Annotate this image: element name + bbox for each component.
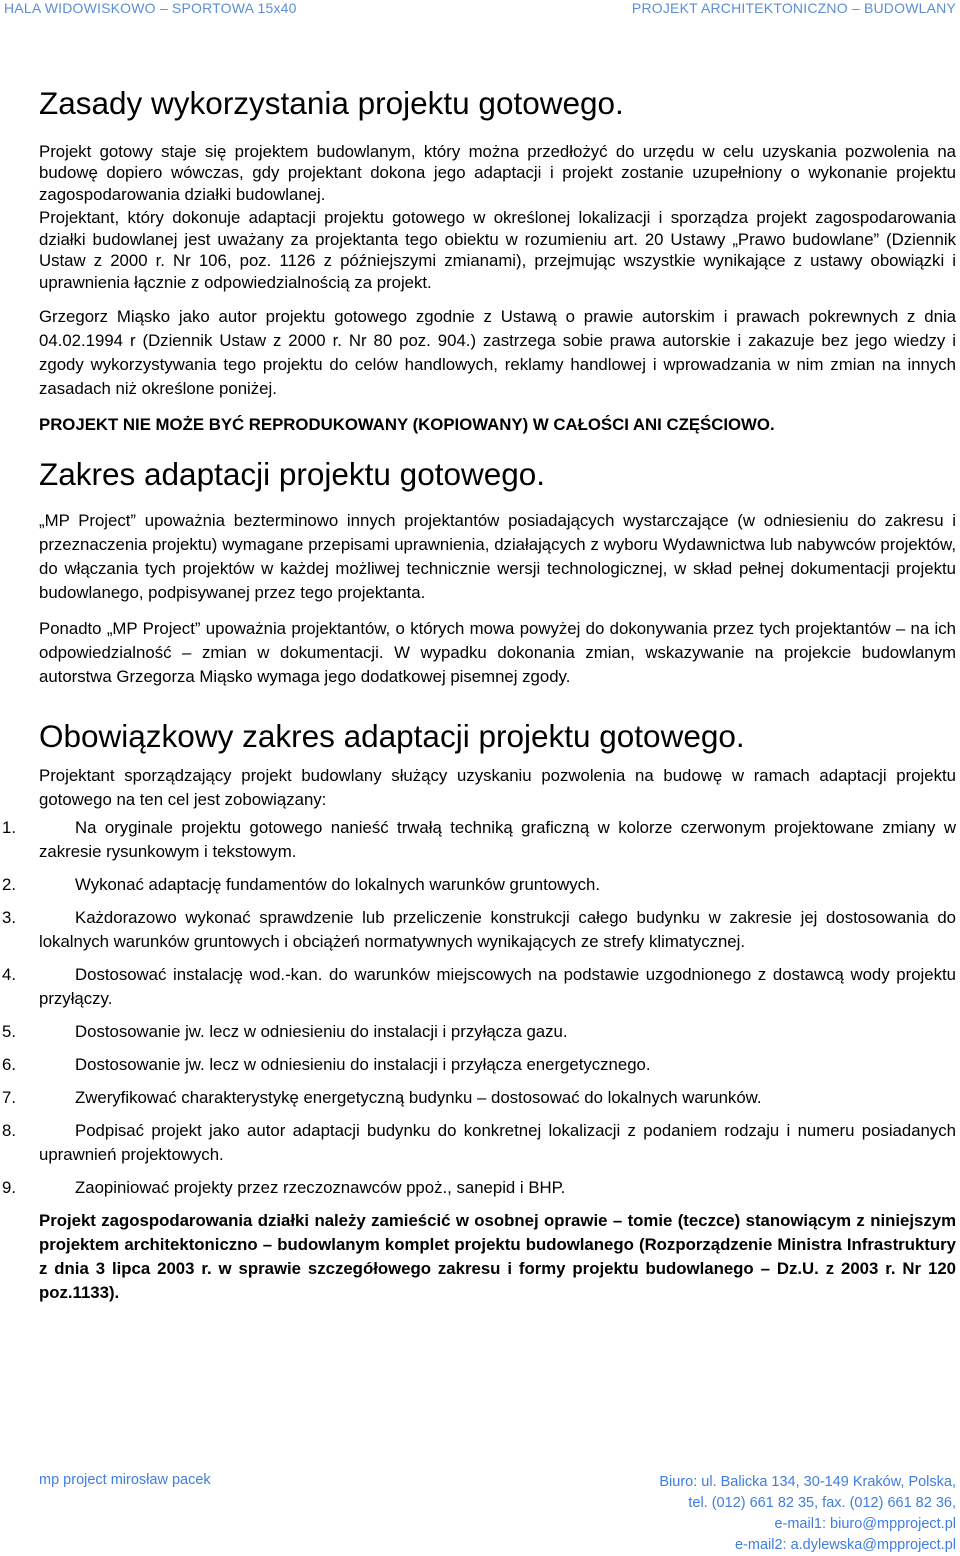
list-item-text: Wykonać adaptację fundamentów do lokalnych warunków gruntowych. [75,875,601,895]
list-item [2,816,956,864]
list-item-text: Dostosowanie jw. lecz w odniesieniu do instalacji i przyłącza gazu. [75,1022,568,1042]
copyright-warning: PROJEKT NIE MOŻE BYĆ REPRODUKOWANY (KOPIOWANY) W CAŁOŚCI ANI CZĘŚCIOWO. [39,415,775,435]
page-header [0,0,960,22]
section3-intro: Projektant sporządzający projekt budowlany służący uzyskaniu pozwolenia na budowę w ramach adaptacji projektu gotowego na ten cel jest zobowiązany: [39,766,956,810]
section2-title: Zakres adaptacji projektu gotowego. [39,456,546,493]
list-item [2,1086,956,1110]
section3-title: Obowiązkowy zakres adaptacji projektu gotowego. [39,717,745,754]
list-item-text: Dostosować instalację wod.-kan. do warunków miejscowych na podstawie uzgodnionego z dostawcą wody projektu przyłączy. [39,965,956,1009]
header-right: PROJEKT ARCHITEKTONICZNO – BUDOWLANY [631,0,956,16]
list-item [2,963,956,1011]
list-item-number: 1. [2,818,16,838]
footer-contact [659,1472,956,1556]
section1-paragraph-1: Projekt gotowy staje się projektem budowlanym, który można przedłożyć do urzędu w celu uzyskania pozwolenia na budowę dopiero wówczas, gdy projektant dokona jego adaptacji i projekt zostanie uzupełniony o wykonanie projektu zagospodarowania działki budowlanej. [39,141,956,204]
list-item [2,1119,956,1167]
list-item-number: 9. [2,1178,16,1198]
footer-email-2[interactable]: e-mail2: a.dylewska@mpproject.pl [734,1537,956,1553]
footer-company: mp project mirosław pacek [39,1472,211,1488]
list-item-number: 4. [2,965,16,985]
list-item-text: Podpisać projekt jako autor adaptacji budynku do konkretnej lokalizacji z podaniem rodzaju i numeru posiadanych uprawnień projektowych. [39,1121,956,1165]
list-item [2,873,956,897]
header-left: HALA WIDOWISKOWO – SPORTOWA 15x40 [4,0,297,16]
list-item-number: 3. [2,908,16,928]
list-item-text: Dostosowanie jw. lecz w odniesieniu do instalacji i przyłącza energetycznego. [75,1055,651,1075]
section2-paragraph-2: Ponadto „MP Project” upoważnia projektantów, o których mowa powyżej do dokonywania przez tych projektantów – na ich odpowiedzialność – zmian w dokumentacji. W wypadku dokonania zmian, wskazywanie na projekcie budowlanym autorstwa Grzegorza Miąsko wymaga jego dodatkowej pisemnej zgody. [39,618,956,686]
list-item-number: 7. [2,1088,16,1108]
obligations-list [2,816,956,1200]
list-item [2,906,956,954]
section1-paragraph-3: Grzegorz Miąsko jako autor projektu gotowego zgodnie z Ustawą o prawie autorskim i prawach pokrewnych z dnia 04.02.1994 r (Dziennik Ustaw z 2000 r. Nr 80 poz. 904.) zastrzega sobie prawa autorskie i zakazuje bez jego wiedzy i zgody wykorzystywania tego projektu do celów handlowych, reklamy handlowej i wprowadzania w nim zmian na innych zasadach niż określone poniżej. [39,307,956,399]
list-item-number: 2. [2,875,16,895]
list-item-text: Zaopiniować projekty przez rzeczoznawców ppoż., sanepid i BHP. [75,1178,566,1198]
section1-paragraph-2: Projektant, który dokonuje adaptacji projektu gotowego w określonej lokalizacji i sporządza projekt zagospodarowania działki budowlanej jest uważany za projektanta tego obiektu w rozumieniu art. 20 Ustawy „Prawo budowlane” (Dziennik Ustaw z 2000 r. Nr 106, poz. 1126 z późniejszymi zmianami), przejmując wszystkie wynikające z ustawy obowiązki i uprawnienia łącznie z odpowiedzialnością za projekt. [39,208,956,292]
list-item [2,1053,956,1077]
document-body [2,85,956,1305]
list-item-text: Zweryfikować charakterystykę energetyczną budynku – dostosować do lokalnych warunków. [75,1088,762,1108]
footer-email-1[interactable]: e-mail1: biuro@mpproject.pl [774,1516,956,1532]
list-item-number: 6. [2,1055,16,1075]
list-item [2,1020,956,1044]
section2-paragraph-1: „MP Project” upoważnia bezterminowo innych projektantów posiadających wystarczające (w odniesieniu do zakresu i przeznaczenia projektu) wymagane przepisami uprawnienia, działających z wyboru Wydawnictwa lub nabywców projektów, do włączania tych projektów w każdej możliwej technicznie wersji technologicznej, w skład pełnej dokumentacji projektu budowlanego, podpisywanej przez tego projektanta. [39,510,956,602]
list-item-text: Na oryginale projektu gotowego nanieść trwałą techniką graficzną w kolorze czerwonym projektowane zmiany w zakresie rysunkowym i tekstowym. [39,818,956,862]
list-item-number: 5. [2,1022,16,1042]
section1-title: Zasady wykorzystania projektu gotowego. [39,85,624,121]
list-item-text: Każdorazowo wykonać sprawdzenie lub przeliczenie konstrukcji całego budynku w zakresie jej dostosowania do lokalnych warunków gruntowych i obciążeń normatywnych wynikających ze strefy klimatycznej. [39,908,956,952]
footer-address: Biuro: ul. Balicka 134, 30-149 Kraków, Polska, [659,1474,956,1490]
footer-phone: tel. (012) 661 82 35, fax. (012) 661 82 36, [688,1495,956,1511]
list-item [2,1176,956,1200]
closing-paragraph: Projekt zagospodarowania działki należy zamieścić w osobnej oprawie – tomie (teczce) stanowiącym z niniejszym projektem architektoniczno – budowlanym komplet projektu budowlanego (Rozporządzenie Ministra Infrastruktury z dnia 3 lipca 2003 r. w sprawie szczegółowego zakresu i formy projektu budowlanego – Dz.U. z 2003 r. Nr 120 poz.1133). [39,1211,956,1303]
list-item-number: 8. [2,1121,16,1141]
